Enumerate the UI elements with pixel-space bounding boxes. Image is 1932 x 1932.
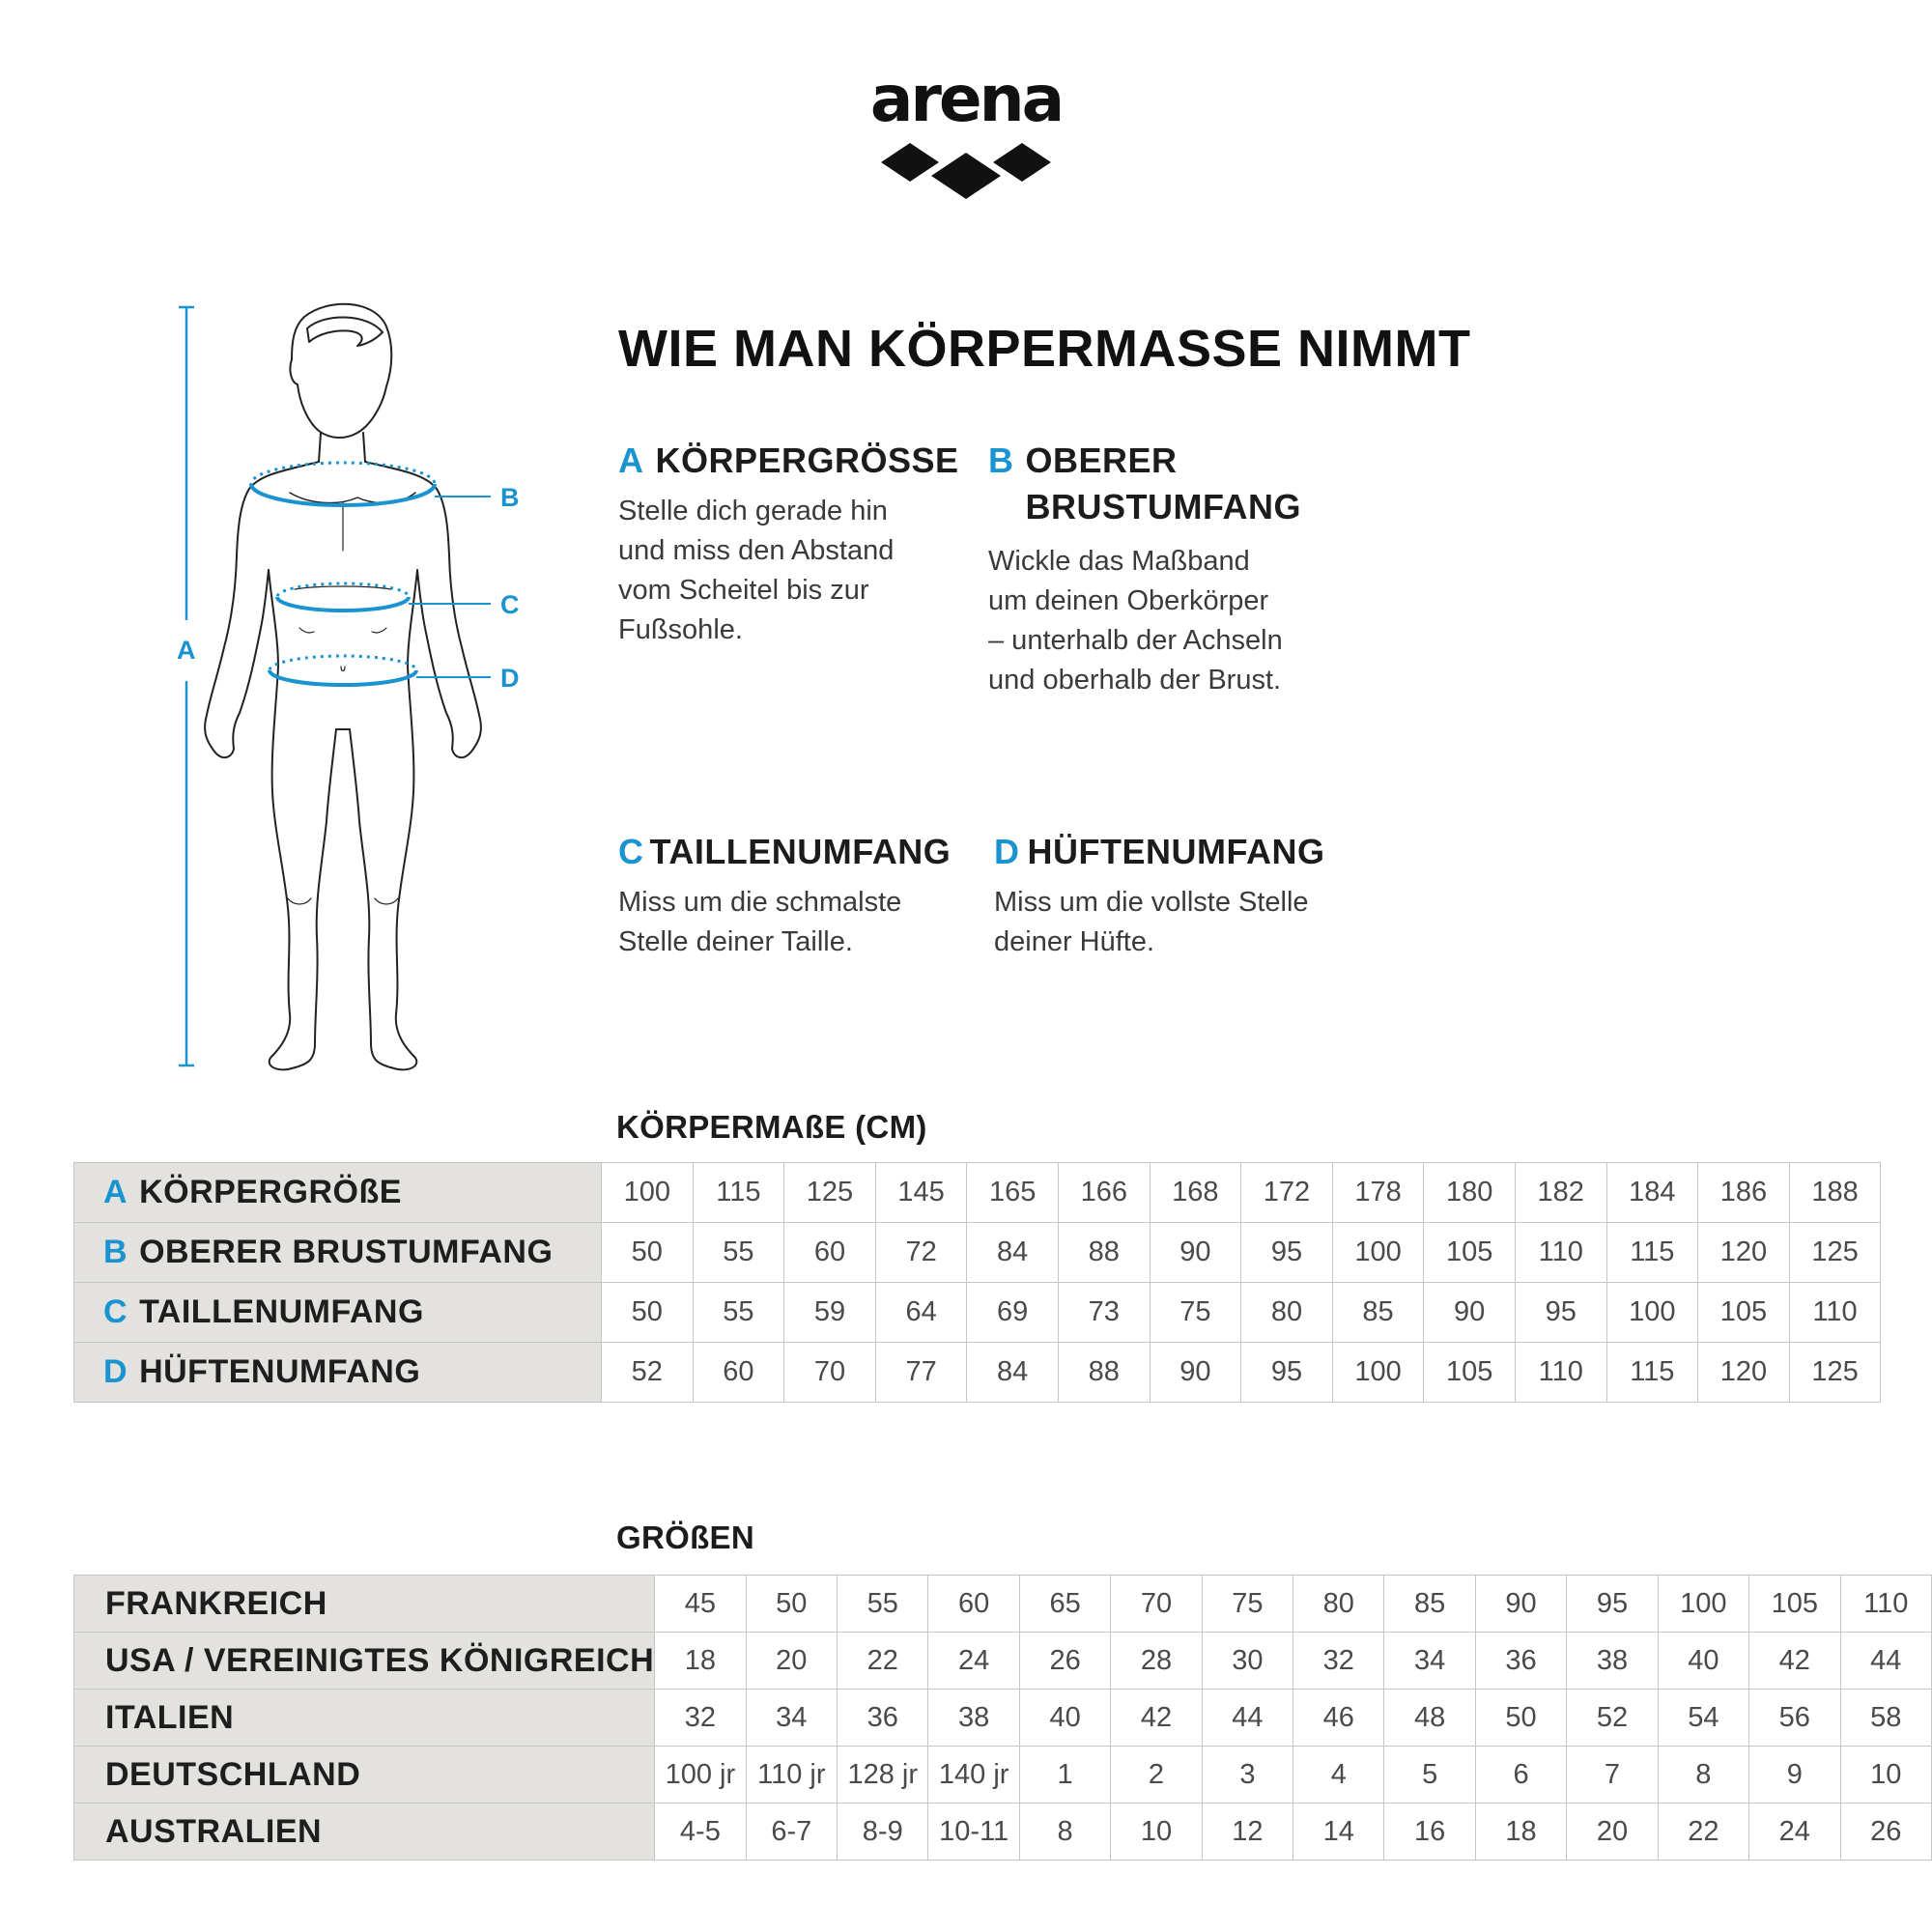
table-row bbox=[74, 1747, 1932, 1804]
table-cell: 90 bbox=[1424, 1283, 1516, 1343]
table-cell: 125 bbox=[784, 1163, 876, 1223]
section-hip bbox=[994, 829, 1380, 962]
table-cell: 84 bbox=[967, 1223, 1059, 1283]
table-cell: 46 bbox=[1293, 1690, 1384, 1747]
table-cell: 100 bbox=[1332, 1343, 1424, 1403]
section-letter: B bbox=[988, 440, 1014, 480]
table-cell: 12 bbox=[1202, 1804, 1293, 1861]
table-cell: 52 bbox=[602, 1343, 694, 1403]
table-cell: 42 bbox=[1111, 1690, 1202, 1747]
table-cell: 58 bbox=[1840, 1690, 1931, 1747]
table-cell: 10-11 bbox=[928, 1804, 1019, 1861]
table-cell: 45 bbox=[655, 1576, 746, 1633]
table-cell: 115 bbox=[693, 1163, 784, 1223]
table-cell: 100 bbox=[1332, 1223, 1424, 1283]
table-cell: 120 bbox=[1698, 1223, 1790, 1283]
table-cell: 18 bbox=[1475, 1804, 1566, 1861]
table-cell: 110 bbox=[1840, 1576, 1931, 1633]
table-cell: 22 bbox=[838, 1633, 928, 1690]
row-label bbox=[74, 1223, 602, 1283]
table-cell: 50 bbox=[746, 1576, 837, 1633]
row-label bbox=[74, 1747, 655, 1804]
table-cell: 184 bbox=[1606, 1163, 1698, 1223]
table-cell: 115 bbox=[1606, 1343, 1698, 1403]
row-letter: D bbox=[103, 1353, 128, 1390]
row-label-text: TAILLENUMFANG bbox=[139, 1293, 424, 1330]
table-cell: 64 bbox=[875, 1283, 967, 1343]
section-letter: C bbox=[618, 832, 644, 871]
table-cell: 8 bbox=[1019, 1804, 1110, 1861]
table-cell: 72 bbox=[875, 1223, 967, 1283]
table-cell: 125 bbox=[1789, 1343, 1881, 1403]
table-cell: 55 bbox=[693, 1223, 784, 1283]
table-row bbox=[74, 1633, 1932, 1690]
table-row bbox=[74, 1343, 1881, 1403]
table-cell: 48 bbox=[1384, 1690, 1475, 1747]
table-cell: 10 bbox=[1840, 1747, 1931, 1804]
table-cell: 24 bbox=[1749, 1804, 1840, 1861]
table-cell: 44 bbox=[1840, 1633, 1931, 1690]
table-cell: 60 bbox=[928, 1576, 1019, 1633]
table-cell: 1 bbox=[1019, 1747, 1110, 1804]
table-cell: 180 bbox=[1424, 1163, 1516, 1223]
table-cell: 186 bbox=[1698, 1163, 1790, 1223]
table-cell: 20 bbox=[746, 1633, 837, 1690]
section-description: Stelle dich gerade hin und miss den Abstand vom Scheitel bis zur Fußsohle. bbox=[618, 496, 895, 645]
row-label bbox=[74, 1283, 602, 1343]
section-upper-chest bbox=[988, 438, 1355, 700]
table-cell: 115 bbox=[1606, 1223, 1698, 1283]
table-cell: 95 bbox=[1567, 1576, 1658, 1633]
table-cell: 32 bbox=[655, 1690, 746, 1747]
figure-label-d: D bbox=[500, 664, 520, 693]
table-cell: 4-5 bbox=[655, 1804, 746, 1861]
table-cell: 38 bbox=[1567, 1633, 1658, 1690]
table-cell: 40 bbox=[1658, 1633, 1748, 1690]
table-cell: 16 bbox=[1384, 1804, 1475, 1861]
row-label bbox=[74, 1163, 602, 1223]
section-description: Wickle das Maßband um deinen Oberkörper – unterhalb der Achseln und oberhalb der Brust. bbox=[988, 546, 1283, 696]
row-label bbox=[74, 1343, 602, 1403]
table-cell: 140 jr bbox=[928, 1747, 1019, 1804]
row-label bbox=[74, 1576, 655, 1633]
section-heading bbox=[994, 829, 1380, 875]
table-cell: 105 bbox=[1698, 1283, 1790, 1343]
row-letter: B bbox=[103, 1234, 128, 1270]
table-cell: 80 bbox=[1293, 1576, 1384, 1633]
page-title: WIE MAN KÖRPERMASSE NIMMT bbox=[618, 320, 1471, 378]
figure-label-c: C bbox=[500, 590, 520, 619]
body-outline-icon bbox=[164, 299, 551, 1072]
section-heading bbox=[618, 829, 976, 875]
table-cell: 182 bbox=[1515, 1163, 1606, 1223]
table-cell: 100 bbox=[1658, 1576, 1748, 1633]
section-heading bbox=[988, 438, 1355, 530]
row-label bbox=[74, 1690, 655, 1747]
sizes-table bbox=[73, 1575, 1932, 1861]
table-cell: 125 bbox=[1789, 1223, 1881, 1283]
table-cell: 60 bbox=[693, 1343, 784, 1403]
table-cell: 3 bbox=[1202, 1747, 1293, 1804]
table-cell: 54 bbox=[1658, 1690, 1748, 1747]
body-measurements-table bbox=[73, 1162, 1881, 1403]
table-cell: 40 bbox=[1019, 1690, 1110, 1747]
table-cell: 50 bbox=[1475, 1690, 1566, 1747]
table-cell: 59 bbox=[784, 1283, 876, 1343]
table-cell: 95 bbox=[1241, 1343, 1333, 1403]
table-cell: 28 bbox=[1111, 1633, 1202, 1690]
section-title: OBERER BRUSTUMFANG bbox=[1025, 440, 1301, 526]
table-cell: 84 bbox=[967, 1343, 1059, 1403]
table-cell: 75 bbox=[1202, 1576, 1293, 1633]
table-cell: 5 bbox=[1384, 1747, 1475, 1804]
table-cell: 178 bbox=[1332, 1163, 1424, 1223]
table-cell: 77 bbox=[875, 1343, 967, 1403]
table-cell: 168 bbox=[1150, 1163, 1241, 1223]
table-cell: 36 bbox=[838, 1690, 928, 1747]
table-cell: 90 bbox=[1475, 1576, 1566, 1633]
table-row bbox=[74, 1163, 1881, 1223]
table-row bbox=[74, 1576, 1932, 1633]
table-cell: 128 jr bbox=[838, 1747, 928, 1804]
table-cell: 20 bbox=[1567, 1804, 1658, 1861]
table-cell: 105 bbox=[1424, 1343, 1516, 1403]
table-cell: 70 bbox=[1111, 1576, 1202, 1633]
row-label-text: AUSTRALIEN bbox=[105, 1812, 323, 1850]
row-label-text: ITALIEN bbox=[105, 1698, 235, 1736]
section-letter: D bbox=[994, 832, 1020, 871]
table-cell: 8-9 bbox=[838, 1804, 928, 1861]
sizes-title: GRÖßEN bbox=[616, 1520, 754, 1555]
table-row bbox=[74, 1804, 1932, 1861]
table-cell: 165 bbox=[967, 1163, 1059, 1223]
table-cell: 10 bbox=[1111, 1804, 1202, 1861]
table-cell: 70 bbox=[784, 1343, 876, 1403]
table-row bbox=[74, 1223, 1881, 1283]
table-cell: 110 bbox=[1515, 1223, 1606, 1283]
table-cell: 56 bbox=[1749, 1690, 1840, 1747]
table-cell: 8 bbox=[1658, 1747, 1748, 1804]
table-cell: 110 bbox=[1789, 1283, 1881, 1343]
table-cell: 65 bbox=[1019, 1576, 1110, 1633]
body-measurements-title: KÖRPERMAßE (CM) bbox=[616, 1109, 927, 1145]
section-heading bbox=[618, 438, 959, 484]
section-description: Miss um die schmalste Stelle deiner Taille. bbox=[618, 887, 902, 957]
section-title: KÖRPERGRÖSSE bbox=[655, 440, 959, 480]
table-cell: 2 bbox=[1111, 1747, 1202, 1804]
table-cell: 50 bbox=[602, 1223, 694, 1283]
row-label-text: KÖRPERGRÖßE bbox=[139, 1174, 402, 1210]
table-cell: 18 bbox=[655, 1633, 746, 1690]
table-cell: 55 bbox=[838, 1576, 928, 1633]
section-title: HÜFTENUMFANG bbox=[1027, 832, 1325, 871]
table-cell: 100 bbox=[1606, 1283, 1698, 1343]
table-cell: 145 bbox=[875, 1163, 967, 1223]
table-cell: 34 bbox=[1384, 1633, 1475, 1690]
table-cell: 69 bbox=[967, 1283, 1059, 1343]
table-cell: 6-7 bbox=[746, 1804, 837, 1861]
table-cell: 105 bbox=[1424, 1223, 1516, 1283]
table-cell: 42 bbox=[1749, 1633, 1840, 1690]
row-label-text: DEUTSCHLAND bbox=[105, 1755, 361, 1793]
row-label-text: USA / VEREINIGTES KÖNIGREICH bbox=[105, 1641, 655, 1679]
table-cell: 26 bbox=[1019, 1633, 1110, 1690]
table-cell: 14 bbox=[1293, 1804, 1384, 1861]
table-cell: 100 bbox=[602, 1163, 694, 1223]
table-cell: 38 bbox=[928, 1690, 1019, 1747]
table-cell: 172 bbox=[1241, 1163, 1333, 1223]
table-cell: 34 bbox=[746, 1690, 837, 1747]
table-cell: 105 bbox=[1749, 1576, 1840, 1633]
table-cell: 50 bbox=[602, 1283, 694, 1343]
table-cell: 36 bbox=[1475, 1633, 1566, 1690]
table-cell: 22 bbox=[1658, 1804, 1748, 1861]
table-cell: 188 bbox=[1789, 1163, 1881, 1223]
row-label bbox=[74, 1804, 655, 1861]
table-cell: 88 bbox=[1058, 1343, 1150, 1403]
table-cell: 85 bbox=[1332, 1283, 1424, 1343]
row-label-text: FRANKREICH bbox=[105, 1584, 327, 1622]
row-label bbox=[74, 1633, 655, 1690]
table-cell: 110 jr bbox=[746, 1747, 837, 1804]
arena-logo bbox=[869, 62, 1063, 208]
section-waist bbox=[618, 829, 976, 962]
section-title: TAILLENUMFANG bbox=[649, 832, 952, 871]
table-cell: 75 bbox=[1150, 1283, 1241, 1343]
figure-label-a: A bbox=[177, 636, 196, 665]
table-cell: 9 bbox=[1749, 1747, 1840, 1804]
table-cell: 7 bbox=[1567, 1747, 1658, 1804]
table-cell: 44 bbox=[1202, 1690, 1293, 1747]
table-cell: 166 bbox=[1058, 1163, 1150, 1223]
table-cell: 30 bbox=[1202, 1633, 1293, 1690]
row-letter: C bbox=[103, 1293, 128, 1330]
figure-label-b: B bbox=[500, 483, 520, 512]
table-cell: 85 bbox=[1384, 1576, 1475, 1633]
table-cell: 110 bbox=[1515, 1343, 1606, 1403]
table-cell: 95 bbox=[1241, 1223, 1333, 1283]
table-cell: 52 bbox=[1567, 1690, 1658, 1747]
table-cell: 55 bbox=[693, 1283, 784, 1343]
table-cell: 90 bbox=[1150, 1343, 1241, 1403]
table-cell: 120 bbox=[1698, 1343, 1790, 1403]
row-label-text: OBERER BRUSTUMFANG bbox=[139, 1234, 554, 1270]
row-letter: A bbox=[103, 1174, 128, 1210]
arena-diamond-logo-icon bbox=[881, 131, 1051, 207]
table-cell: 88 bbox=[1058, 1223, 1150, 1283]
table-row bbox=[74, 1283, 1881, 1343]
table-cell: 73 bbox=[1058, 1283, 1150, 1343]
table-cell: 32 bbox=[1293, 1633, 1384, 1690]
section-body-height bbox=[618, 438, 959, 650]
table-cell: 90 bbox=[1150, 1223, 1241, 1283]
table-cell: 95 bbox=[1515, 1283, 1606, 1343]
table-cell: 60 bbox=[784, 1223, 876, 1283]
row-label-text: HÜFTENUMFANG bbox=[139, 1353, 421, 1390]
section-description: Miss um die vollste Stelle deiner Hüfte. bbox=[994, 887, 1309, 957]
table-row bbox=[74, 1690, 1932, 1747]
table-cell: 80 bbox=[1241, 1283, 1333, 1343]
table-cell: 4 bbox=[1293, 1747, 1384, 1804]
brand-wordmark: arena bbox=[869, 62, 1063, 136]
table-cell: 24 bbox=[928, 1633, 1019, 1690]
table-cell: 100 jr bbox=[655, 1747, 746, 1804]
table-cell: 6 bbox=[1475, 1747, 1566, 1804]
table-cell: 26 bbox=[1840, 1804, 1931, 1861]
section-letter: A bbox=[618, 440, 644, 480]
